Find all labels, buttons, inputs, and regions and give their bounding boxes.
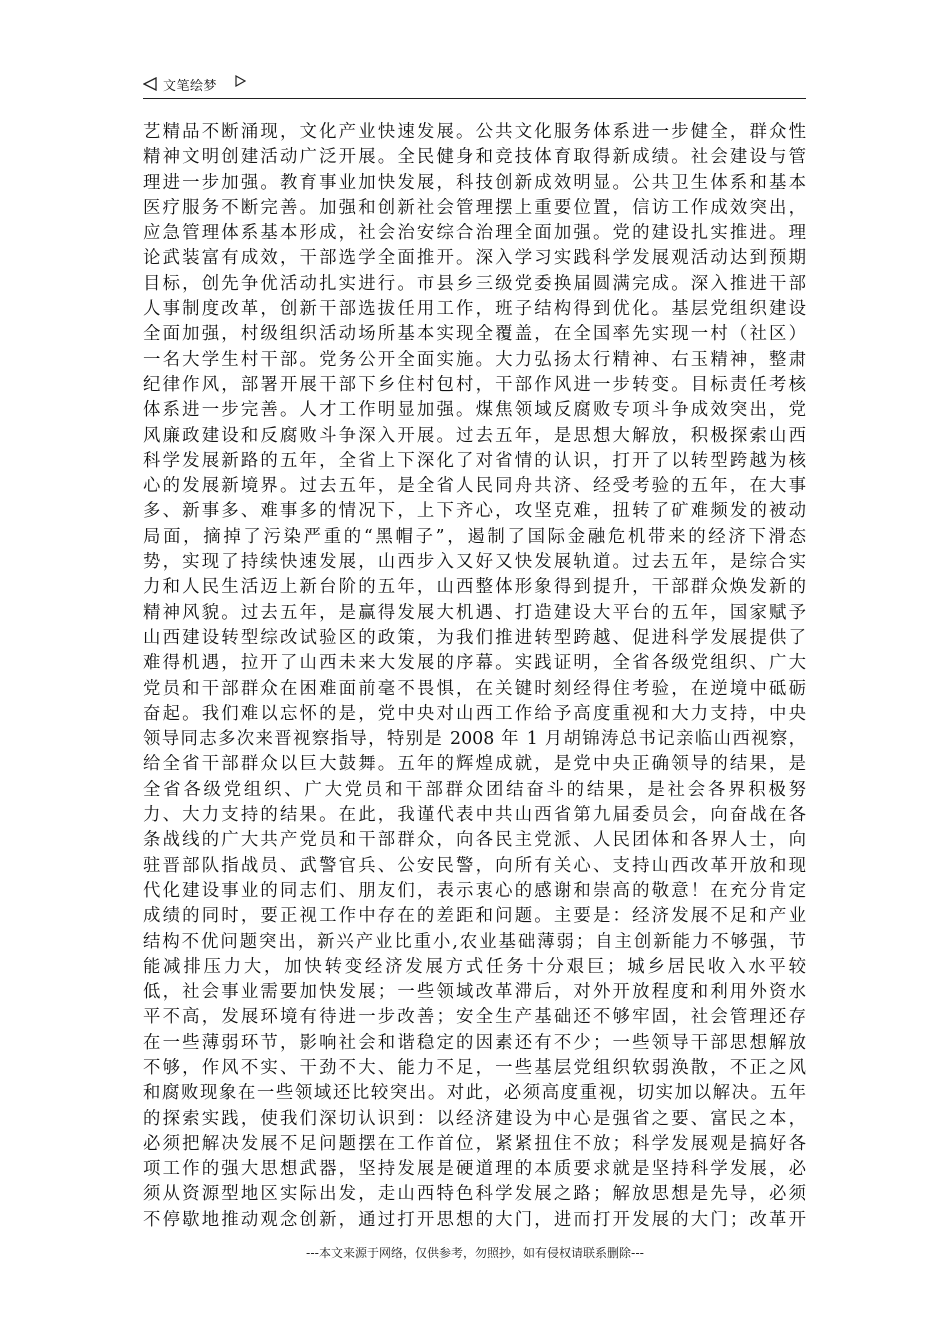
body-text-line: 成绩的同时，要正视工作中存在的差距和问题。主要是：经济发展不足和产业 — [143, 906, 806, 927]
footer-disclaimer: ---本文来源于网络，仅供参考，勿照抄，如有侵权请联系删除--- — [306, 1246, 644, 1260]
body-text-line: 必须把解决发展不足问题摆在工作首位，紧紧扭住不放；科学发展观是搞好各 — [143, 1133, 806, 1154]
body-text-line: 奋起。我们难以忘怀的是，党中央对山西工作给予高度重视和大力支持，中央 — [143, 703, 806, 724]
body-text-line: 应急管理体系基本形成，社会治安综合治理全面加强。党的建设扎实推进。理 — [143, 223, 806, 244]
body-text-line: 力和人民生活迈上新台阶的五年，山西整体形象得到提升，干部群众焕发新的 — [143, 577, 806, 598]
body-text-line: 全面加强，村级组织活动场所基本实现全覆盖，在全国率先实现一村（社区） — [143, 324, 806, 345]
body-text-line: 目标，创先争优活动扎实进行。市县乡三级党委换届圆满完成。深入推进干部 — [143, 273, 806, 294]
body-text-line: 能减排压力大，加快转变经济发展方式任务十分艰巨；城乡居民收入水平较 — [143, 956, 806, 977]
body-text-line: 精神文明创建活动广泛开展。全民健身和竞技体育取得新成绩。社会建设与管 — [143, 147, 806, 168]
body-text-line: 理进一步加强。教育事业加快发展，科技创新成效明显。公共卫生体系和基本 — [143, 172, 806, 193]
body-text-line: 代化建设事业的同志们、朋友们，表示衷心的感谢和崇高的敬意！在充分肯定 — [143, 880, 806, 901]
body-text-line: 平不高，发展环境有待进一步改善；安全生产基础还不够牢固，社会管理还存 — [143, 1007, 806, 1028]
body-text-line: 力、大力支持的结果。在此，我谨代表中共山西省第九届委员会，向奋战在各 — [143, 805, 806, 826]
body-text-line: 在一些薄弱环节，影响社会和谐稳定的因素还有不少；一些领导干部思想解放 — [143, 1032, 806, 1053]
body-text-line: 驻晋部队指战员、武警官兵、公安民警，向所有关心、支持山西改革开放和现 — [143, 855, 806, 876]
document-body — [143, 120, 806, 1233]
header-brand: 文笔绘梦 — [163, 79, 218, 94]
body-text-line: 风廉政建设和反腐败斗争深入开展。过去五年，是思想大解放，积极探索山西 — [143, 425, 806, 446]
body-text-line: 医疗服务不断完善。加强和创新社会管理摆上重要位置，信访工作成效突出， — [143, 197, 806, 218]
body-text-line: 势，实现了持续快速发展，山西步入又好又快发展轨道。过去五年，是综合实 — [143, 552, 806, 573]
body-text-line: 项工作的强大思想武器，坚持发展是硬道理的本质要求就是坚持科学发展，必 — [143, 1159, 806, 1180]
body-text-line: 须从资源型地区实际出发，走山西特色科学发展之路；解放思想是先导，必须 — [143, 1184, 806, 1205]
body-text-line: 全省各级党组织、广大党员和干部群众团结奋斗的结果，是社会各界积极努 — [143, 779, 806, 800]
body-text-line: 科学发展新路的五年，全省上下深化了对省情的认识，打开了以转型跨越为核 — [143, 450, 806, 471]
body-text-line: 给全省干部群众以巨大鼓舞。五年的辉煌成就，是党中央正确领导的结果，是 — [143, 754, 806, 775]
body-text-line: 低，社会事业需要加快发展；一些领域改革滞后，对外开放程度和利用外资水 — [143, 982, 806, 1003]
body-text-line: 的探索实践，使我们深切认识到：以经济建设为中心是强省之要、富民之本， — [143, 1108, 806, 1129]
body-text-line: 条战线的广大共产党员和干部群众，向各民主党派、人民团体和各界人士，向 — [143, 830, 806, 851]
body-text-line: 纪律作风，部署开展干部下乡住村包村，干部作风进一步转变。目标责任考核 — [143, 374, 806, 395]
body-text-line: 党员和干部群众在困难面前毫不畏惧，在关键时刻经得住考验，在逆境中砥砺 — [143, 678, 806, 699]
body-text-line: 不停歇地推动观念创新，通过打开思想的大门，进而打开发展的大门；改革开 — [143, 1209, 806, 1230]
triangle-right-icon — [235, 75, 246, 87]
body-text-line: 结构不优问题突出，新兴产业比重小,农业基础薄弱；自主创新能力不够强，节 — [143, 931, 806, 952]
body-text-line: 难得机遇，拉开了山西未来大发展的序幕。实践证明，全省各级党组织、广大 — [143, 653, 806, 674]
body-text-line: 山西建设转型综改试验区的政策，为我们推进转型跨越、促进科学发展提供了 — [143, 627, 806, 648]
body-text-line: 体系进一步完善。人才工作明显加强。煤焦领域反腐败专项斗争成效突出，党 — [143, 400, 806, 421]
body-text-line: 和腐败现象在一些领域还比较突出。对此，必须高度重视，切实加以解决。五年 — [143, 1083, 806, 1104]
body-text-line: 不够，作风不实、干劲不大、能力不足，一些基层党组织软弱涣散，不正之风 — [143, 1057, 806, 1078]
body-text-line: 领导同志多次来晋视察指导，特别是 2008 年 1 月胡锦涛总书记亲临山西视察， — [143, 729, 806, 750]
body-text-line: 一名大学生村干部。党务公开全面实施。大力弘扬太行精神、右玉精神，整肃 — [143, 349, 806, 370]
body-text-line: 局面，摘掉了污染严重的“黑帽子”，遏制了国际金融危机带来的经济下滑态 — [143, 526, 806, 547]
body-text-line: 精神风貌。过去五年，是赢得发展大机遇、打造建设大平台的五年，国家赋予 — [143, 602, 806, 623]
triangle-left-icon — [143, 77, 157, 91]
body-text-line: 多、新事多、难事多的情况下，上下齐心，攻坚克难，扭转了矿难频发的被动 — [143, 501, 806, 522]
page-header — [143, 72, 806, 99]
body-text-line: 论武装富有成效，干部选学全面推开。深入学习实践科学发展观活动达到预期 — [143, 248, 806, 269]
body-text-line: 心的发展新境界。过去五年，是全省人民同舟共济、经受考验的五年，在大事 — [143, 476, 806, 497]
body-text-line: 人事制度改革，创新干部选拔任用工作，班子结构得到优化。基层党组织建设 — [143, 299, 806, 320]
body-text-line: 艺精品不断涌现，文化产业快速发展。公共文化服务体系进一步健全，群众性 — [143, 122, 806, 142]
